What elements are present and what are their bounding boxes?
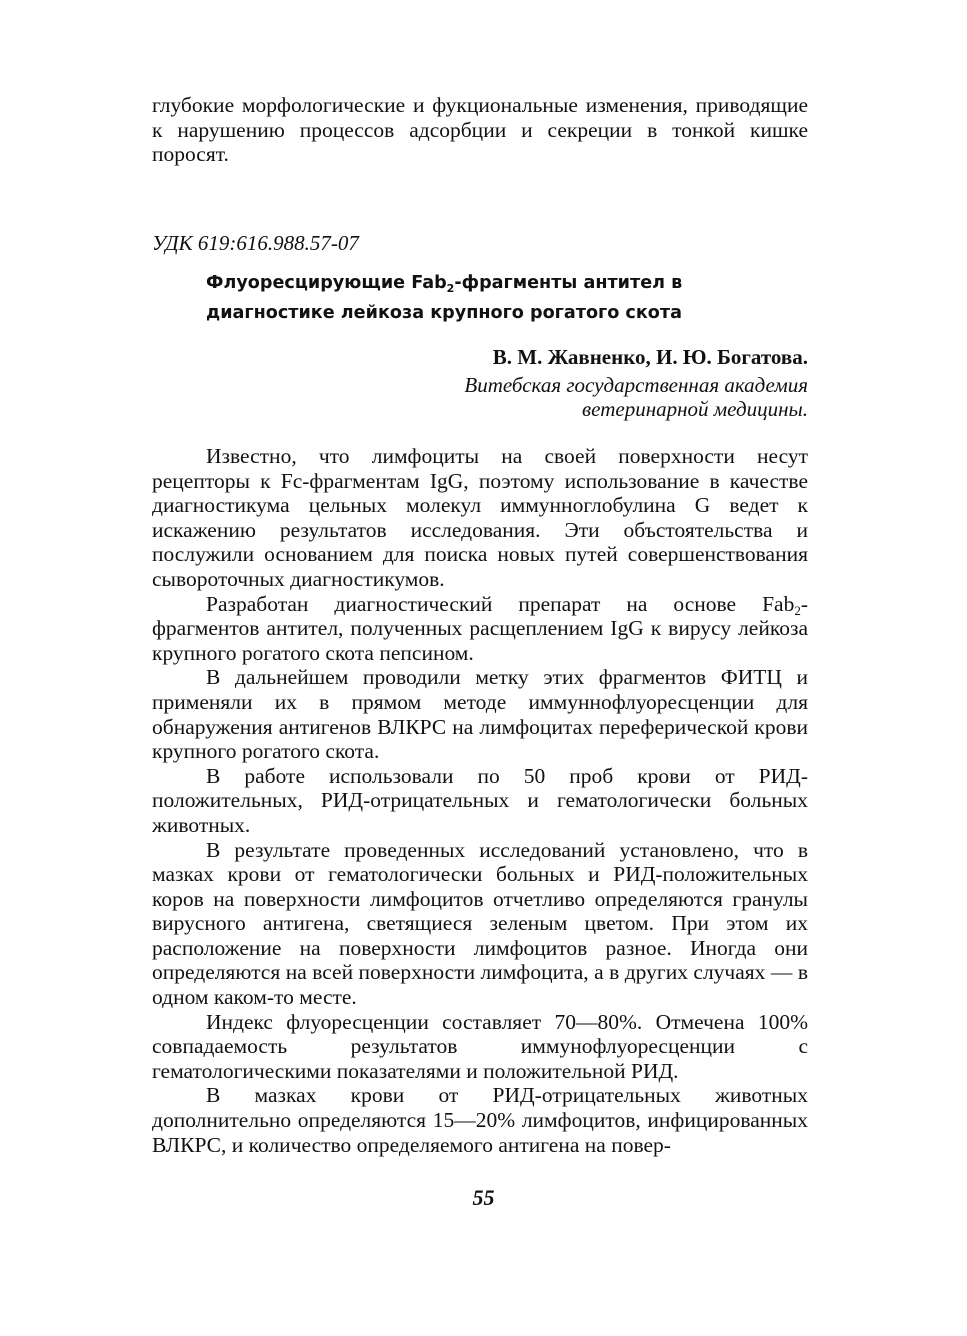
paragraph-3: В дальнейшем проводили метку этих фрагментов ФИТЦ и применяли их в прямом методе иммуннофлуоресценции для обнаружения антигенов ВЛКРС на лимфоцитах переферической крови крупного рогатого скота. xyxy=(152,665,808,764)
article-title xyxy=(206,271,806,326)
title-part-1: Флуоресцирующие Fab xyxy=(206,273,447,293)
article-body xyxy=(152,444,808,1157)
paragraph-2 xyxy=(152,592,808,666)
paragraph-1: Известно, что лимфоциты на своей поверхности несут рецепторы к Fc-фрагментам IgG, поэтому использование в качестве диагностикума цельных молекул иммунноглобулина G ведет к искажению результатов исследования. Эти объстоятельства и послужили основанием для поиска новых путей совершенствования сывороточных диагностикумов. xyxy=(152,444,808,591)
paragraph-6: Индекс флуоресценции составляет 70—80%. Отмечена 100% совпадаемость результатов иммунофлуоресценции с гематологическими показателями и положительной РИД. xyxy=(152,1009,808,1083)
paragraph-7: В мазках крови от РИД-отрицательных животных дополнительно определяются 15—20% лимфоцитов, инфицированных ВЛКРС, и количество определяемого антигена на повер- xyxy=(152,1083,808,1157)
page-number: 55 xyxy=(472,1185,495,1210)
paragraph-5: В результате проведенных исследований установлено, что в мазках крови от гематологически больных и РИД-положительных коров на поверхности лимфоцитов отчетливо определяются гранулы вирусного антигена, светящиеся зеленым цветом. При этом их расположение на поверхности лимфоцитов разное. Иногда они определяются на всей поверхности лимфоцита, а в других случаях — в одном каком-то месте. xyxy=(152,837,808,1010)
udk-code: УДК 619:616.988.57-07 xyxy=(152,231,359,255)
title-subscript: 2 xyxy=(446,282,455,295)
paragraph-2-subscript: 2 xyxy=(794,602,801,618)
paragraph-4: В работе использовали по 50 проб крови от РИД-положительных, РИД-отрицательных и гематологически больных животных. xyxy=(152,763,808,837)
paragraph-2-part-1: Разработан диагностический препарат на основе Fab xyxy=(206,591,795,616)
authors: В. М. Жавненко, И. Ю. Богатова. xyxy=(492,345,808,369)
intro-paragraph: глубокие морфологические и фукциональные изменения, приводящие к нарушению процессов адсорбции и секреции в тонкой кишке поросят. xyxy=(152,93,808,167)
paragraph-2-part-2: -фрагментов антител, полученных расщеплением IgG к вирусу лейкоза крупного рогатого скота пепсином. xyxy=(152,591,808,665)
affiliation: Витебская государственная академия ветеринарной медицины. xyxy=(464,373,808,421)
title-part-2: -фрагменты антител в диагностике лейкоза крупного рогатого скота xyxy=(206,273,683,323)
